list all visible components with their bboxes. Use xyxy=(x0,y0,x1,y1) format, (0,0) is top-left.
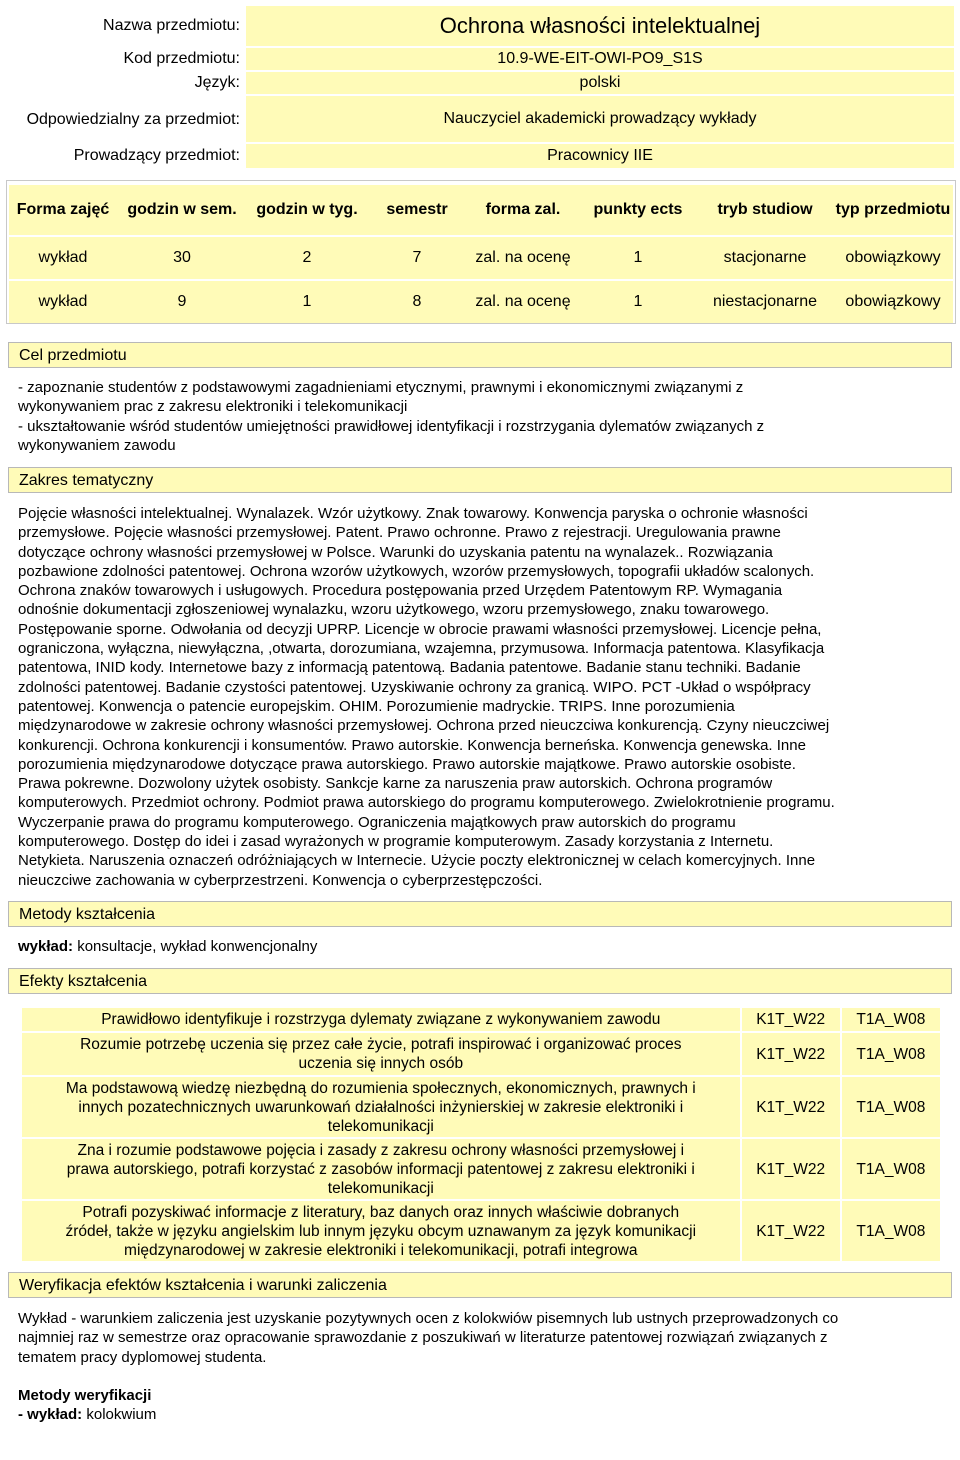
topics-line: Wyczerpanie prawa do programu komputerowego. Ograniczenia majątkowych praw autorskich do programu xyxy=(18,813,736,831)
course-name-label: Nazwa przedmiotu: xyxy=(6,6,244,46)
verification-line: Wykład - warunkiem zaliczenia jest uzyskanie pozytywnych ocen z kolokwiów pisemnych lub ustnych przeprowadzonych co xyxy=(18,1310,839,1327)
methods-value: konsultacje, wykład konwencjonalny xyxy=(73,938,318,955)
cell-hours-sem: 30 xyxy=(117,237,247,279)
topics-line: zdolności patentowej. Badanie czystości patentowej. Uzyskiwanie ochrony za granicą. WIPO. PCT -Układ o współpracy xyxy=(18,678,811,696)
methods-text xyxy=(18,937,942,956)
verification-text xyxy=(18,1309,942,1367)
topics-text xyxy=(18,504,942,890)
goal-text xyxy=(18,378,942,455)
table-row xyxy=(9,281,953,323)
col-header-hours-sem: godzin w sem. xyxy=(117,185,247,235)
topics-line: Prawa pokrewne. Dozwolony użytek osobisty. Sankcje karne za naruszenia praw autorskich. Ochrona programów xyxy=(18,775,773,793)
cell-course-type: obowiązkowy xyxy=(833,281,953,323)
cell-ects: 1 xyxy=(579,237,697,279)
outcome-line: Zna i rozumie podstawowe pojęcia i zasady z zakresu ochrony własności przemysłowej i xyxy=(77,1141,685,1159)
cell-credit-form: zal. na ocenę xyxy=(467,237,579,279)
outcome-code-area: T1A_W08 xyxy=(842,1033,940,1075)
outcome-description xyxy=(22,1008,740,1031)
outcome-code-area: T1A_W08 xyxy=(842,1139,940,1199)
table-row xyxy=(9,237,953,279)
cell-form: wykład xyxy=(9,237,117,279)
goal-line: - zapoznanie studentów z podstawowymi zagadnieniami etycznymi, prawnymi i ekonomicznymi związanymi z xyxy=(18,379,744,396)
topics-line: konkurencji. Ochrona konkurencji i konsumentów. Prawo autorskie. Konwencja berneńska. Konwencja genewska. Inne xyxy=(18,736,806,754)
outcome-code-area: T1A_W08 xyxy=(842,1201,940,1261)
verification-methods xyxy=(18,1386,942,1425)
goal-line: - ukształtowanie wśród studentów umiejętności prawidłowej identyfikacji i rozstrzygania dylematów związanych z xyxy=(18,417,765,435)
cell-semester: 8 xyxy=(367,281,467,323)
outcome-code-direction: K1T_W22 xyxy=(742,1201,840,1261)
outcome-code-area: T1A_W08 xyxy=(842,1008,940,1031)
verification-line: tematem pracy dyplomowej studenta. xyxy=(18,1348,267,1366)
outcomes-table xyxy=(20,1006,942,1263)
course-code-value: 10.9-WE-EIT-OWI-PO9_S1S xyxy=(246,48,954,70)
topics-line: Ochrona znaków towarowych i usługowych. Procedura postępowania przed Urzędem Patentowym RP. Wymagania xyxy=(18,582,783,600)
topics-line: patentowej. Konwencja o patencie europejskim. OHIM. Porozumienie madryckie. TRIPS. Inne porozumienia xyxy=(18,697,735,715)
responsible-value: Nauczyciel akademicki prowadzący wykłady xyxy=(246,96,954,142)
outcome-line: Ma podstawową wiedzę niezbędną do rozumienia społecznych, ekonomicznych, prawnych i xyxy=(65,1079,696,1097)
course-info-table xyxy=(4,4,956,170)
cell-study-mode: stacjonarne xyxy=(697,237,833,279)
cell-course-type: obowiązkowy xyxy=(833,237,953,279)
verification-section-header: Weryfikacja efektów kształcenia i warunki zaliczenia xyxy=(8,1272,952,1298)
language-label: Język: xyxy=(6,72,244,94)
cell-study-mode: niestacjonarne xyxy=(697,281,833,323)
goal-line: wykonywaniem prac z zakresu elektroniki i telekomunikacji xyxy=(18,398,408,416)
topics-line: Pojęcie własności intelektualnej. Wynalazek. Wzór użytkowy. Znak towarowy. Konwencja paryska o ochronie własności xyxy=(18,505,808,522)
cell-hours-week: 2 xyxy=(247,237,367,279)
form-header-row xyxy=(9,185,953,235)
outcome-description xyxy=(22,1139,740,1199)
course-name-value: Ochrona własności intelektualnej xyxy=(246,6,954,46)
verification-methods-label: - wykład: xyxy=(18,1406,83,1424)
topics-line: komputerowych. Przedmiot ochrony. Podmiot prawa autorskiego do programu komputerowego. Zwielokrotnienie programu. xyxy=(18,794,835,812)
col-header-hours-week: godzin w tyg. xyxy=(247,185,367,235)
col-header-study-mode: tryb studiow xyxy=(697,185,833,235)
course-code-label: Kod przedmiotu: xyxy=(6,48,244,70)
methods-label: wykład: xyxy=(18,938,74,955)
outcome-line: telekomunikacji xyxy=(327,1179,434,1197)
topics-line: patentowa, INID kody. Internetowe bazy z informacją patentową. Badania patentowe. Badanie stanu techniki. Badanie xyxy=(18,659,801,677)
topics-line: dotyczące ochrony własności przemysłowej w Polsce. Warunki do uzyskania patentu na wynalazek.. Rozwiązania xyxy=(18,543,773,561)
topics-line: międzynarodowe w zakresie ochrony własności przemysłowej. Ochrona przed nieuczciwa konkurencją. Czyny nieuczciwej xyxy=(18,717,830,735)
table-row xyxy=(22,1077,940,1137)
topics-line: nieuczciwe zachowania w cyberprzestrzeni. Konwencja o cyberprzestępczości. xyxy=(18,871,543,889)
outcome-line: międzynarodowej w zakresie elektroniki i telekomunikacji, potrafi integrowa xyxy=(124,1241,638,1259)
verification-methods-line xyxy=(18,1405,942,1424)
col-header-ects: punkty ects xyxy=(579,185,697,235)
cell-semester: 7 xyxy=(367,237,467,279)
cell-ects: 1 xyxy=(579,281,697,323)
topics-line: komputerowego. Dostęp do idei i zasad wyrażonych w programie komputerowym. Zasady korzystania z Internetu. xyxy=(18,833,774,851)
verification-methods-title: Metody weryfikacji xyxy=(18,1387,152,1404)
topics-line: pozbawione zdolności patentowej. Ochrona wzorów użytkowych, wzorów przemysłowych, topografii układów scalonych. xyxy=(18,562,815,580)
col-header-semester: semestr xyxy=(367,185,467,235)
course-form-box xyxy=(6,180,956,324)
lecturer-value: Pracownicy IIE xyxy=(246,144,954,168)
outcome-line: prawa autorskiego, potrafi korzystać z zasobów informacji patentowej z zakresu elektroniki i xyxy=(66,1160,695,1178)
topics-line: Netykieta. Naruszenia oznaczeń odróżniających w Internecie. Użycie poczty elektronicznej w celach komercyjnych. Inne xyxy=(18,852,816,870)
outcome-line: innych pozatechnicznych uwarunkowań działalności inżynierskiej w zakresie elektroniki i xyxy=(78,1098,684,1116)
verification-line: najmniej raz w semestrze oraz opracowanie sprawozdanie z poszukiwań w literaturze patentowej rozwiązań związanych z xyxy=(18,1329,828,1347)
outcome-code-direction: K1T_W22 xyxy=(742,1033,840,1075)
goal-section-header: Cel przedmiotu xyxy=(8,342,952,368)
cell-hours-week: 1 xyxy=(247,281,367,323)
goal-line: wykonywaniem zawodu xyxy=(18,436,176,454)
table-row xyxy=(22,1008,940,1031)
outcome-line: Prawidłowo identyfikuje i rozstrzyga dylematy związane z wykonywaniem zawodu xyxy=(101,1011,661,1028)
table-row xyxy=(22,1033,940,1075)
topics-line: odnośnie dokumentacji zgłoszeniowej wynalazku, wzoru użytkowego, wzoru przemysłowego, znaku towarowego. xyxy=(18,601,770,619)
methods-section-header: Metody kształcenia xyxy=(8,901,952,927)
topics-line: ograniczona, wyłączna, niewyłączna, ,otwarta, dorozumiana, wzajemna, przymusowa. Informacja patentowa. Klasyfikacja xyxy=(18,640,825,658)
cell-hours-sem: 9 xyxy=(117,281,247,323)
outcome-code-area: T1A_W08 xyxy=(842,1077,940,1137)
topics-line: przemysłowe. Pojęcie własności przemysłowej. Patent. Prawo ochronne. Prawo z rejestracji. Uregulowania prawne xyxy=(18,524,781,542)
col-header-form: Forma zajęć xyxy=(9,185,117,235)
outcome-line: uczenia się innych osób xyxy=(298,1055,464,1072)
outcome-line: Rozumie potrzebę uczenia się przez całe życie, potrafi inspirować i organizować proces xyxy=(80,1036,682,1053)
col-header-credit-form: forma zal. xyxy=(467,185,579,235)
outcome-line: Potrafi pozyskiwać informacje z literatury, baz danych oraz innych właściwie dobranych xyxy=(82,1203,680,1221)
outcome-code-direction: K1T_W22 xyxy=(742,1139,840,1199)
topics-line: porozumienia międzynarodowe dotyczące prawa autorskiego. Prawo autorskie majątkowe. Prawo autorskie osobiste. xyxy=(18,755,796,773)
outcome-line: źródeł, także w języku angielskim lub innym języku obcym uznawanym za język komunikacji xyxy=(65,1222,697,1240)
col-header-course-type: typ przedmiotu xyxy=(833,185,953,235)
outcome-description xyxy=(22,1033,740,1075)
course-form-table xyxy=(9,183,953,325)
lecturer-label: Prowadzący przedmiot: xyxy=(6,144,244,168)
outcome-line: telekomunikacji xyxy=(327,1117,434,1135)
cell-form: wykład xyxy=(9,281,117,323)
responsible-label: Odpowiedzialny za przedmiot: xyxy=(6,96,244,142)
outcome-description xyxy=(22,1201,740,1261)
outcomes-section-header: Efekty kształcenia xyxy=(8,968,952,994)
table-row xyxy=(22,1201,940,1261)
topics-section-header: Zakres tematyczny xyxy=(8,467,952,493)
table-row xyxy=(22,1139,940,1199)
topics-line: Postępowanie sporne. Odwołania od decyzji UPRP. Licencje w obrocie prawami własności przemysłowej. Licencje pełna, xyxy=(18,620,822,638)
outcome-code-direction: K1T_W22 xyxy=(742,1008,840,1031)
outcome-code-direction: K1T_W22 xyxy=(742,1077,840,1137)
outcome-description xyxy=(22,1077,740,1137)
language-value: polski xyxy=(246,72,954,94)
cell-credit-form: zal. na ocenę xyxy=(467,281,579,323)
verification-methods-value: kolokwium xyxy=(82,1406,157,1424)
